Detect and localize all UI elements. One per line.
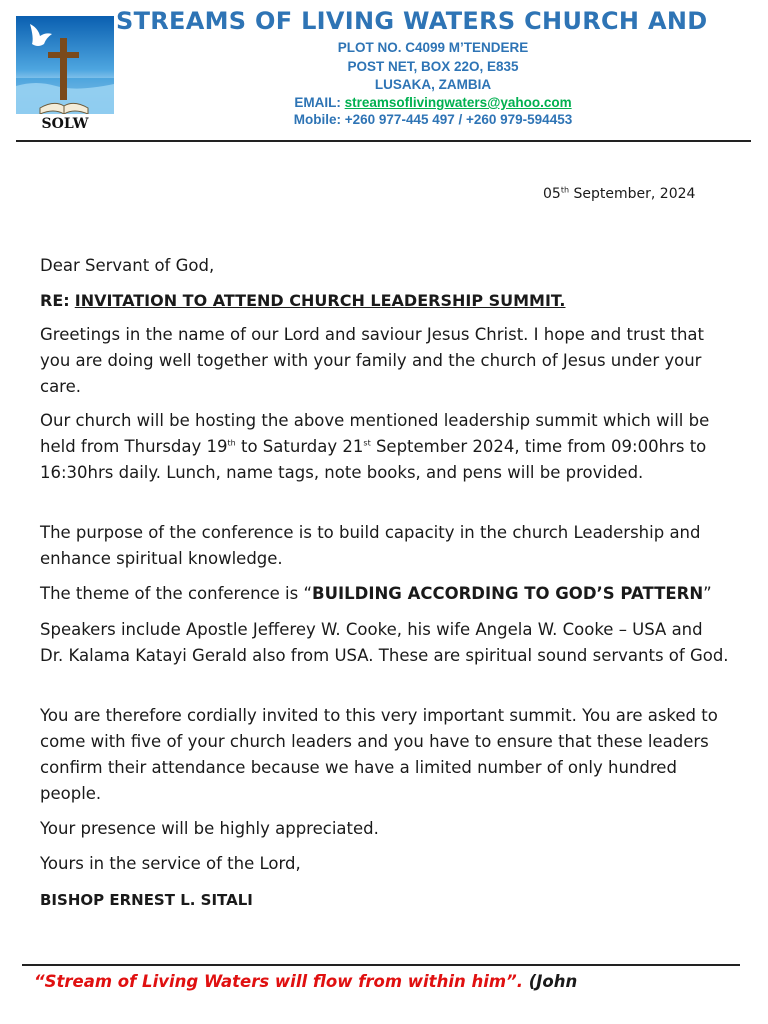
paragraph-greetings: Greetings in the name of our Lord and saviour Jesus Christ. I hope and trust that you are doing well together with your family and the church of Jesus under your care. (40, 325, 705, 396)
letter-date: 05th September, 2024 (543, 185, 696, 202)
salutation: Dear Servant of God, (40, 256, 215, 275)
re-label: RE: (40, 291, 70, 310)
church-logo (16, 16, 114, 134)
address-line-2: POST NET, BOX 22O, E835 (347, 59, 519, 74)
paragraph-theme: The theme of the conference is “BUILDING ACCORDING TO GOD’S PATTERN” (40, 584, 712, 603)
email-link[interactable]: streamsoflivingwaters@yahoo.com (344, 95, 572, 110)
email-label: EMAIL: (294, 95, 341, 110)
address-line-1: PLOT NO. C4099 M’TENDERE (337, 40, 529, 55)
footer-quote-ref: (John (522, 972, 578, 991)
footer-divider (22, 964, 740, 966)
paragraph-schedule: Our church will be hosting the above mentioned leadership summit which will be held from Thursday 19th to Saturday 21st September 2024, time from 09:00hrs to 16:30hrs daily. Lunch, name tags, note books, and pens will be provided. (40, 411, 710, 482)
paragraph-speakers: Speakers include Apostle Jefferey W. Cooke, his wife Angela W. Cooke – USA and Dr. Kalama Katayi Gerald also from USA. These are spiritual sound servants of God. (40, 620, 729, 665)
paragraph-appreciation: Your presence will be highly appreciated. (40, 819, 379, 838)
theme-title: BUILDING ACCORDING TO GOD’S PATTERN (312, 584, 704, 603)
footer-quote-text: “Stream of Living Waters will flow from within him”. (34, 972, 523, 991)
header-divider (16, 140, 751, 142)
paragraph-invitation: You are therefore cordially invited to this very important summit. You are asked to come with five of your church leaders and you have to ensure that these leaders confirm their attendance because we have a limited number of only hundred people. (40, 706, 718, 803)
footer-quote (34, 972, 754, 991)
re-title: INVITATION TO ATTEND CHURCH LEADERSHIP SUMMIT. (74, 291, 566, 310)
subject-line (40, 288, 730, 314)
logo-text: SOLW (41, 116, 89, 132)
email-line (200, 95, 666, 110)
org-name: STREAMS OF LIVING WATERS CHURCH AND (116, 7, 708, 35)
paragraph-purpose: The purpose of the conference is to build capacity in the church Leadership and enhance spiritual knowledge. (40, 523, 701, 568)
closing-line: Yours in the service of the Lord, (40, 854, 301, 873)
address-line-3: LUSAKA, ZAMBIA (374, 77, 492, 92)
mobile-line: Mobile: +260 977-445 497 / +260 979-594453 (293, 112, 573, 127)
signatory-name: BISHOP ERNEST L. SITALI (40, 891, 253, 909)
